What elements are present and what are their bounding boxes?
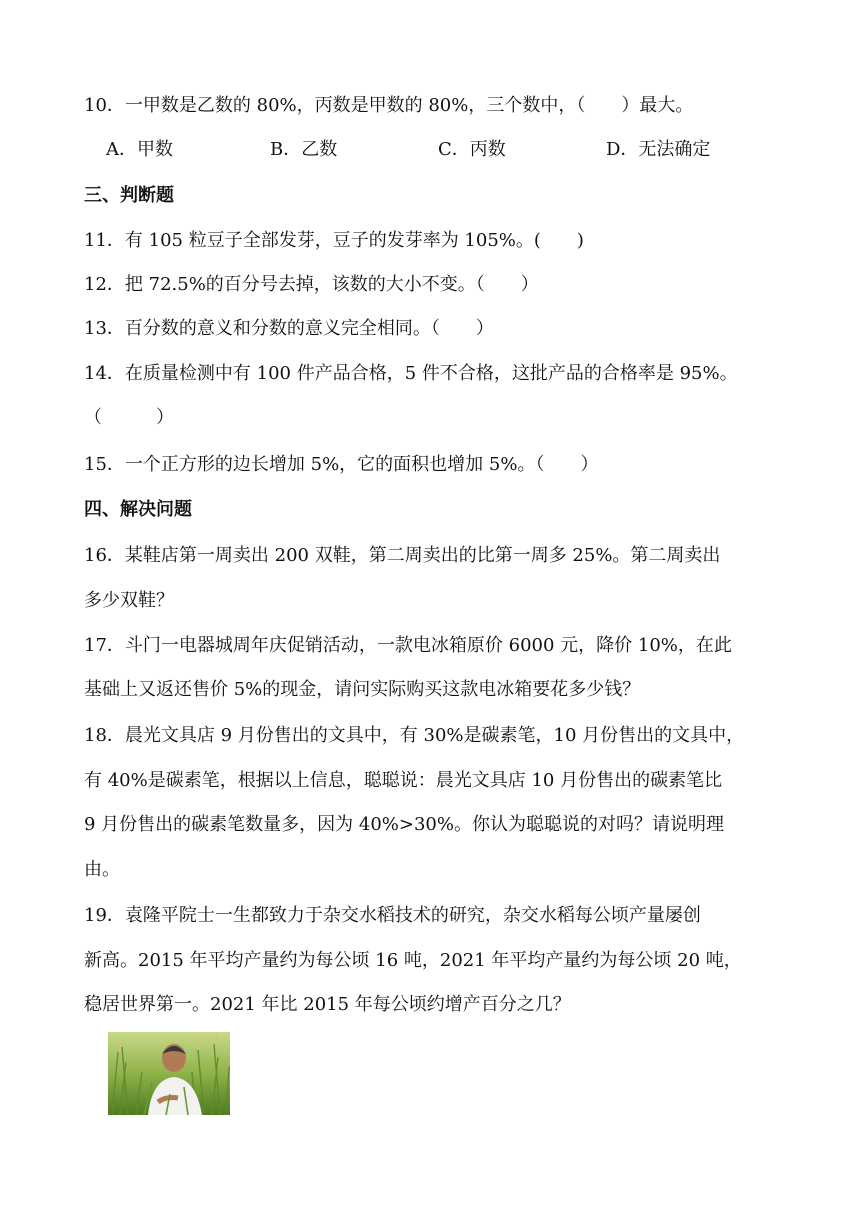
- question-18-line-4: 由。: [84, 859, 120, 880]
- question-17-line-1: 17．斗门一电器城周年庆促销活动，一款电冰箱原价 6000 元，降价 10%，在此: [84, 635, 732, 656]
- question-11: 11．有 105 粒豆子全部发芽，豆子的发芽率为 105%。( ): [84, 230, 584, 251]
- question-14-line-2: （ ）: [84, 407, 174, 428]
- question-16-line-2: 多少双鞋？: [84, 590, 174, 611]
- question-18-line-1: 18．晨光文具店 9 月份售出的文具中，有 30%是碳素笔，10 月份售出的文具中，: [84, 725, 745, 746]
- option-d: D．无法确定: [606, 139, 711, 160]
- option-c: C．丙数: [438, 139, 506, 160]
- option-a: A．甲数: [106, 139, 173, 160]
- question-10: 10．一甲数是乙数的 80%，丙数是甲数的 80%，三个数中，（ ）最大。: [84, 95, 694, 116]
- question-16-line-1: 16．某鞋店第一周卖出 200 双鞋，第二周卖出的比第一周多 25%。第二周卖出: [84, 545, 721, 566]
- question-14-line-1: 14．在质量检测中有 100 件产品合格，5 件不合格，这批产品的合格率是 95%。: [84, 363, 738, 384]
- section-title-problems: 四、解决问题: [84, 499, 192, 520]
- question-15: 15．一个正方形的边长增加 5%，它的面积也增加 5%。（ ）: [84, 454, 599, 475]
- question-18-line-2: 有 40%是碳素笔，根据以上信息，聪聪说：晨光文具店 10 月份售出的碳素笔比: [84, 770, 723, 791]
- option-b: B．乙数: [270, 139, 338, 160]
- section-title-judgment: 三、判断题: [84, 185, 174, 206]
- rice-field-photo: [108, 1032, 230, 1115]
- question-19-line-1: 19．袁隆平院士一生都致力于杂交水稻技术的研究，杂交水稻每公顷产量屡创: [84, 905, 701, 926]
- question-19-line-2: 新高。2015 年平均产量约为每公顷 16 吨，2021 年平均产量约为每公顷 20 吨，: [84, 950, 742, 971]
- question-12: 12．把 72.5%的百分号去掉，该数的大小不变。（ ）: [84, 274, 539, 295]
- question-19-line-3: 稳居世界第一。2021 年比 2015 年每公顷约增产百分之几？: [84, 994, 571, 1015]
- rice-field-photo-graphic: [108, 1032, 230, 1115]
- question-18-line-3: 9 月份售出的碳素笔数量多，因为 40%>30%。你认为聪聪说的对吗？请说明理: [84, 814, 724, 835]
- question-13: 13．百分数的意义和分数的意义完全相同。（ ）: [84, 318, 494, 339]
- question-17-line-2: 基础上又返还售价 5%的现金，请问实际购买这款电冰箱要花多少钱？: [84, 679, 641, 700]
